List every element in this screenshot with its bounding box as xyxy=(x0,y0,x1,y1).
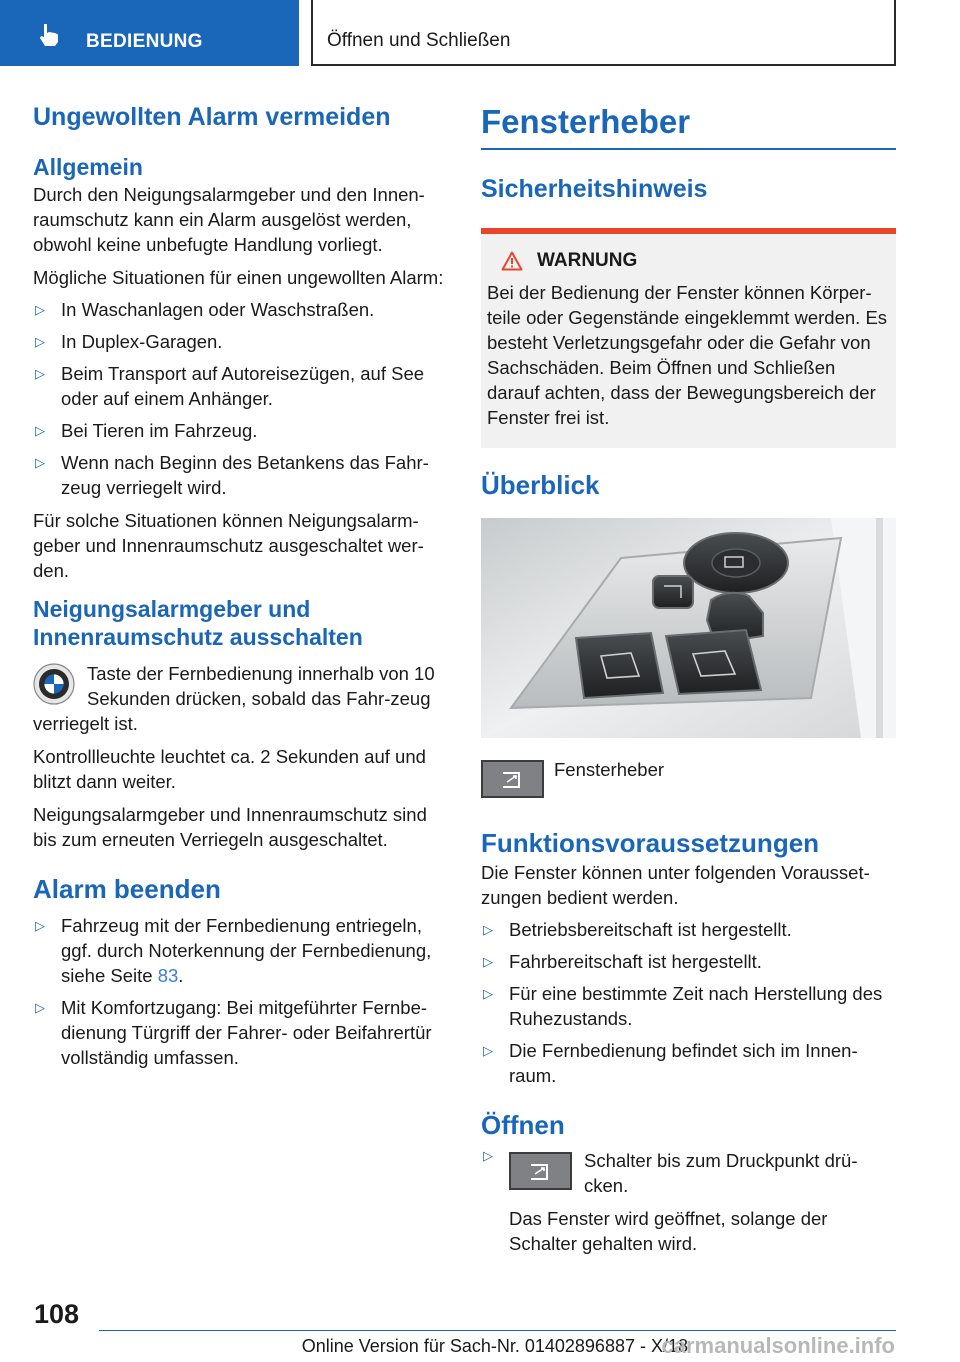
heading-end-alarm: Alarm beenden xyxy=(33,874,221,904)
bullet-triangle-icon: ▷ xyxy=(35,423,45,438)
paragraph: Taste der Fernbedienung innerhalb von 10 Sekunden drücken, sobald das Fahr-zeug verriegelt ist. xyxy=(33,663,435,734)
heading-general: Allgemein xyxy=(33,154,143,180)
window-switch-illustration xyxy=(481,518,896,738)
bullet-triangle-icon: ▷ xyxy=(35,302,45,317)
warning-header xyxy=(501,250,888,272)
list-item: ▷ Mit Komfortzugang: Bei mitgeführter Fernbe-dienung Türgriff der Fahrer- oder Beifahrertür vollständig umfassen. xyxy=(35,997,432,1068)
list-item: ▷ Für eine bestimmte Zeit nach Herstellung des Ruhezustands. xyxy=(483,983,883,1029)
page-number: 108 xyxy=(34,1299,80,1329)
page-header xyxy=(311,0,896,66)
pointing-hand-icon xyxy=(36,22,62,48)
list-item: ▷ Bei Tieren im Fahrzeug. xyxy=(35,420,258,441)
list-item: ▷ In Waschanlagen oder Waschstraßen. xyxy=(35,299,375,320)
footer-divider xyxy=(99,1330,896,1331)
bullet-triangle-icon: ▷ xyxy=(35,334,45,349)
section-label: BEDIENUNG xyxy=(86,31,203,52)
requirements-list xyxy=(481,917,896,1088)
window-switch-photo xyxy=(481,518,896,738)
icon-caption: Fensterheber xyxy=(554,759,665,780)
heading-requirements: Funktionsvoraussetzungen xyxy=(481,828,820,858)
bmw-key-button-icon xyxy=(33,663,75,705)
window-switch-legend xyxy=(481,760,896,800)
left-column xyxy=(33,100,448,1070)
warning-triangle-icon xyxy=(501,251,523,271)
bullet-triangle-icon: ▷ xyxy=(483,954,493,969)
paragraph: Die Fenster können unter folgenden Vorausset-zungen bedient werden. xyxy=(481,862,870,908)
right-column xyxy=(481,100,896,1256)
heading-safety: Sicherheitshinweis xyxy=(481,175,708,203)
footer-version: Online Version für Sach-Nr. 01402896887 - X/18 xyxy=(301,1336,688,1356)
section-tab[interactable] xyxy=(0,0,299,66)
paragraph: Durch den Neigungsalarmgeber und den Innen-raumschutz kann ein Alarm ausgelöst werden, obwohl keine unbefugte Handlung vorliegt. xyxy=(33,184,425,255)
heading-disable-sensors: Neigungsalarmgeber und Innenraumschutz ausschalten xyxy=(33,596,363,650)
open-result-text: Das Fenster wird geöffnet, solange der Schalter gehalten wird. xyxy=(509,1208,828,1254)
bullet-triangle-icon: ▷ xyxy=(483,986,493,1001)
list-item: ▷ Fahrzeug mit der Fernbedienung entriegeln, ggf. durch Noterkennung der Fernbedienung, siehe Seite 83. xyxy=(35,915,432,986)
heading-unwanted-alarm: Ungewollten Alarm vermeiden xyxy=(33,103,391,131)
page-title: Öffnen und Schließen xyxy=(327,30,511,51)
list-item: ▷ Wenn nach Beginn des Betankens das Fahr-zeug verriegelt wird. xyxy=(35,452,429,498)
bullet-triangle-icon: ▷ xyxy=(483,1148,493,1163)
end-alarm-list xyxy=(33,913,448,1070)
open-step-text: Schalter bis zum Druckpunkt drü-cken. xyxy=(584,1150,858,1196)
list-item: ▷ Die Fernbedienung befindet sich im Innen-raum. xyxy=(483,1040,858,1086)
open-step xyxy=(481,1148,896,1256)
list-item: ▷ Beim Transport auf Autoreisezügen, auf See oder auf einem Anhänger. xyxy=(35,363,425,409)
bullet-triangle-icon: ▷ xyxy=(35,366,45,381)
warning-text: Bei der Bedienung der Fenster können Körper-teile oder Gegenstände eingeklemmt werden. Es besteht Verletzungsgefahr oder die Gefahr von Sachschäden. Beim Öffnen und Schließen darauf achten, dass der Bewegungsbereich der Fenster frei ist. xyxy=(487,282,888,428)
remote-key-instruction xyxy=(33,661,448,736)
heading-overview: Überblick xyxy=(481,470,600,500)
list-item: ▷ Fahrbereitschaft ist hergestellt. xyxy=(483,951,762,972)
window-switch-icon xyxy=(509,1152,572,1190)
paragraph: Neigungsalarmgeber und Innenraumschutz sind bis zum erneuten Verriegeln ausgeschaltet. xyxy=(33,804,427,850)
list-item: ▷ In Duplex-Garagen. xyxy=(35,331,223,352)
warning-box xyxy=(481,228,896,448)
warning-title: WARNUNG xyxy=(537,250,638,271)
heading-open: Öffnen xyxy=(481,1110,565,1140)
window-switch-icon xyxy=(481,760,544,798)
paragraph: Kontrollleuchte leuchtet ca. 2 Sekunden auf und blitzt dann weiter. xyxy=(33,746,426,792)
paragraph: Mögliche Situationen für einen ungewollten Alarm: xyxy=(33,267,444,288)
bullet-triangle-icon: ▷ xyxy=(35,918,45,933)
watermark: carmanualsonline.info xyxy=(661,1333,895,1358)
bullet-triangle-icon: ▷ xyxy=(35,455,45,470)
bullet-triangle-icon: ▷ xyxy=(483,1043,493,1058)
heading-window-lifts: Fensterheber xyxy=(481,100,896,150)
bullet-triangle-icon: ▷ xyxy=(35,1000,45,1015)
situation-list xyxy=(33,297,448,500)
paragraph: Für solche Situationen können Neigungsalarm-geber und Innenraumschutz ausgeschaltet wer-den. xyxy=(33,510,424,581)
list-item: ▷ Betriebsbereitschaft ist hergestellt. xyxy=(483,919,792,940)
page-link[interactable]: 83 xyxy=(157,965,179,986)
bullet-triangle-icon: ▷ xyxy=(483,922,493,937)
